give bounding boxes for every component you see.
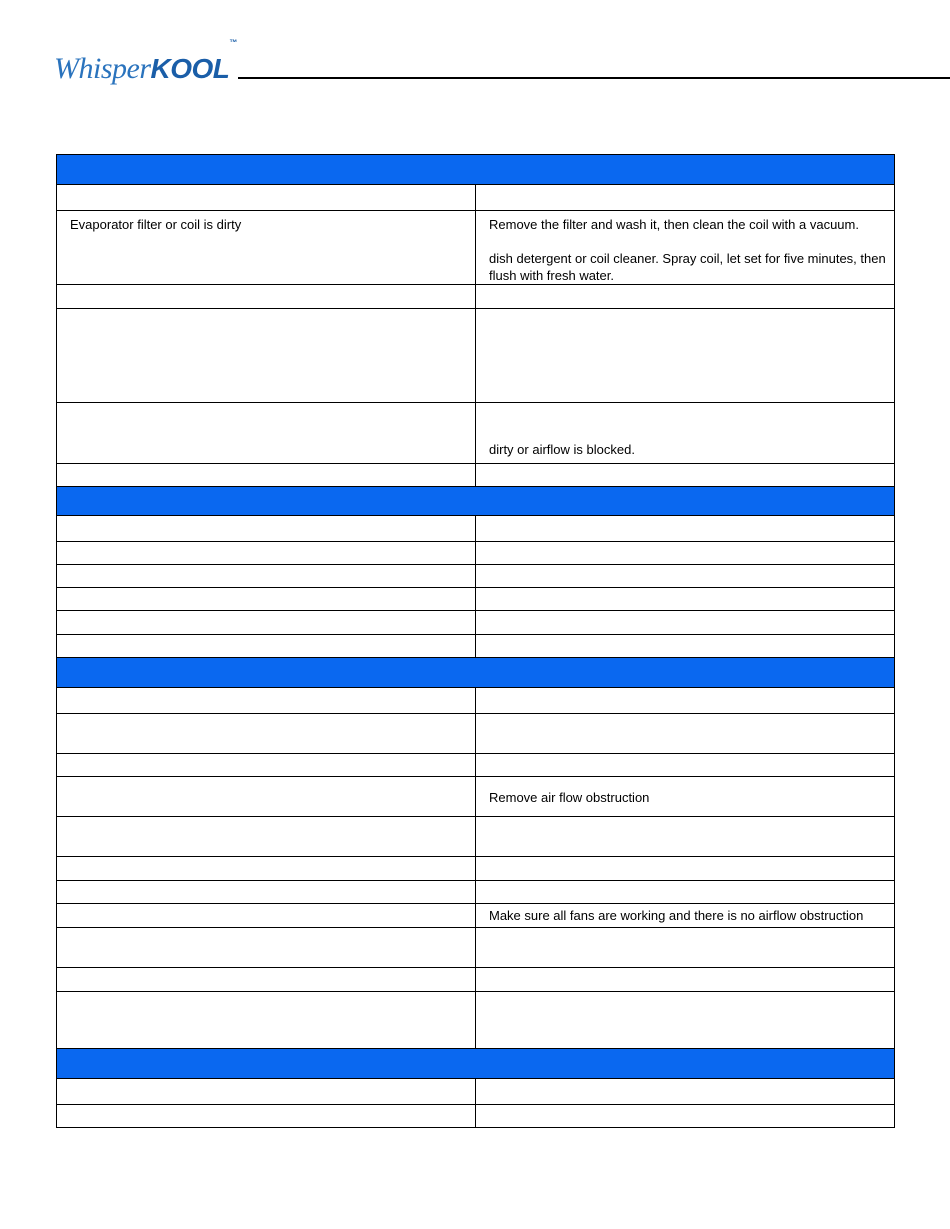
table-row	[56, 713, 895, 754]
table-row	[56, 587, 895, 611]
table-row	[56, 991, 895, 1049]
table-row	[56, 776, 895, 817]
section-header	[56, 657, 895, 688]
column-header-row	[56, 687, 895, 714]
column-header-row	[56, 184, 895, 211]
section-header	[56, 486, 895, 516]
table-row	[56, 541, 895, 565]
table-row	[56, 402, 895, 464]
table-row	[56, 284, 895, 309]
brand-logo	[54, 38, 238, 88]
cause-cell: Evaporator filter or coil is dirty	[70, 217, 242, 232]
table-row	[56, 210, 895, 285]
table-row	[56, 634, 895, 658]
column-header-row	[56, 1078, 895, 1105]
table-row	[56, 856, 895, 881]
table-row	[56, 967, 895, 992]
table-row	[56, 927, 895, 968]
brand-trademark: ™	[229, 38, 238, 47]
solution-cell: dirty or airflow is blocked.	[489, 442, 635, 457]
table-row	[56, 564, 895, 588]
table-row	[56, 816, 895, 857]
brand-logo-script: Whisper	[54, 52, 151, 85]
table-row	[56, 1104, 895, 1128]
table-row	[56, 903, 895, 928]
table-row	[56, 463, 895, 487]
solution-cell: Make sure all fans are working and there is no airflow obstruction	[489, 908, 864, 923]
troubleshooting-table	[56, 154, 895, 1128]
section-header	[56, 154, 895, 185]
solution-cell	[489, 216, 891, 284]
brand-logo-bold: KOOL	[150, 53, 230, 84]
section-header	[56, 1048, 895, 1079]
table-row	[56, 308, 895, 403]
table-row	[56, 753, 895, 777]
solution-line: Remove the filter and wash it, then clean the coil with a vacuum.	[489, 217, 859, 232]
header-rule	[238, 77, 950, 79]
column-header-row	[56, 515, 895, 542]
table-row	[56, 610, 895, 635]
solution-cell: Remove air flow obstruction	[489, 790, 650, 805]
table-row	[56, 880, 895, 904]
solution-line: dish detergent or coil cleaner. Spray coil, let set for five minutes, then flush with fresh water.	[489, 251, 886, 283]
